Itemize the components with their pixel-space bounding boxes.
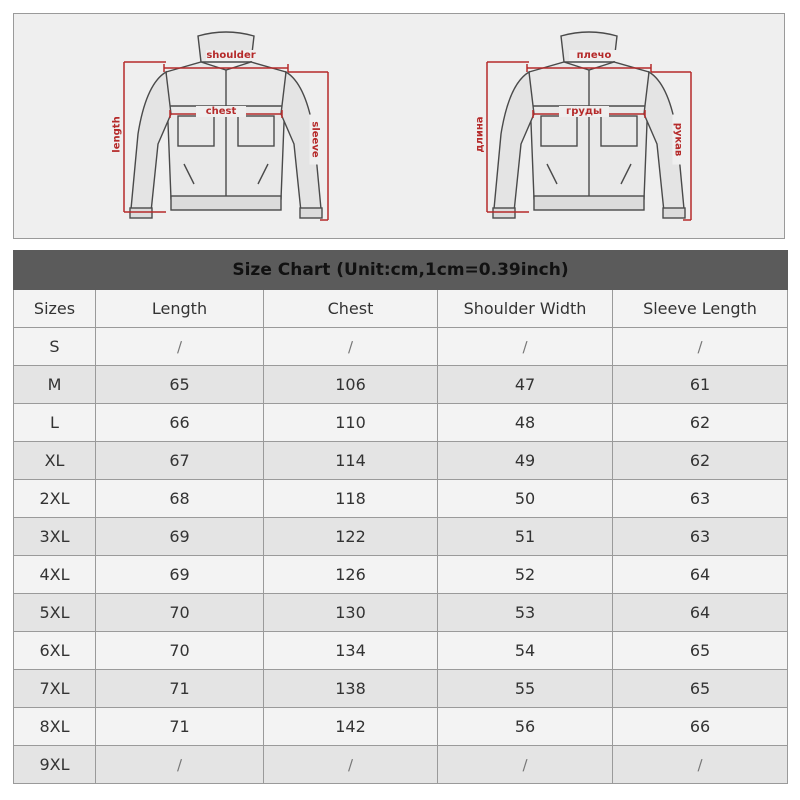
chest-cell: 138 bbox=[264, 670, 438, 708]
shoulder-width-cell: 47 bbox=[438, 366, 613, 404]
chest-cell: 122 bbox=[264, 518, 438, 556]
chest-cell: ∕ bbox=[264, 328, 438, 366]
header-sizes: Sizes bbox=[14, 290, 96, 328]
shoulder-width-cell: 48 bbox=[438, 404, 613, 442]
size-cell: S bbox=[14, 328, 96, 366]
measurement-illustration-panel bbox=[13, 13, 785, 239]
sleeve-length-cell: 61 bbox=[613, 366, 788, 404]
chest-cell: 142 bbox=[264, 708, 438, 746]
chest-cell: 110 bbox=[264, 404, 438, 442]
chest-cell: 126 bbox=[264, 556, 438, 594]
length-cell: 70 bbox=[96, 594, 264, 632]
shoulder-width-cell: 52 bbox=[438, 556, 613, 594]
size-cell: XL bbox=[14, 442, 96, 480]
sleeve-label-russian: рукав bbox=[673, 115, 684, 165]
length-cell: 65 bbox=[96, 366, 264, 404]
shoulder-width-cell: 51 bbox=[438, 518, 613, 556]
chest-cell: 130 bbox=[264, 594, 438, 632]
table-row bbox=[14, 480, 788, 518]
table-row bbox=[14, 632, 788, 670]
shoulder-width-cell: ∕ bbox=[438, 746, 613, 784]
header-chest: Chest bbox=[264, 290, 438, 328]
header-shoulder-width: Shoulder Width bbox=[438, 290, 613, 328]
sleeve-length-cell: 65 bbox=[613, 632, 788, 670]
sleeve-length-cell: 62 bbox=[613, 404, 788, 442]
sleeve-length-cell: 63 bbox=[613, 480, 788, 518]
size-cell: 6XL bbox=[14, 632, 96, 670]
size-chart-title: Size Chart (Unit:cm,1cm=0.39inch) bbox=[14, 251, 788, 290]
sleeve-length-cell: 64 bbox=[613, 594, 788, 632]
table-row bbox=[14, 366, 788, 404]
length-cell: 71 bbox=[96, 708, 264, 746]
length-label-english: length bbox=[112, 110, 123, 160]
table-row bbox=[14, 708, 788, 746]
size-chart-title-row bbox=[14, 251, 788, 290]
length-cell: 69 bbox=[96, 518, 264, 556]
chest-label-russian: груды bbox=[559, 106, 609, 117]
chest-cell: 118 bbox=[264, 480, 438, 518]
size-cell: 2XL bbox=[14, 480, 96, 518]
length-cell: ∕ bbox=[96, 328, 264, 366]
table-row bbox=[14, 556, 788, 594]
length-cell: ∕ bbox=[96, 746, 264, 784]
shoulder-width-cell: 54 bbox=[438, 632, 613, 670]
chest-cell: 114 bbox=[264, 442, 438, 480]
size-cell: 4XL bbox=[14, 556, 96, 594]
shoulder-width-cell: 53 bbox=[438, 594, 613, 632]
shoulder-label-english: shoulder bbox=[206, 50, 256, 61]
chest-cell: 106 bbox=[264, 366, 438, 404]
length-cell: 70 bbox=[96, 632, 264, 670]
table-row bbox=[14, 404, 788, 442]
header-length: Length bbox=[96, 290, 264, 328]
size-cell: 3XL bbox=[14, 518, 96, 556]
shoulder-label-russian: плечо bbox=[569, 50, 619, 61]
size-cell: M bbox=[14, 366, 96, 404]
size-chart-header-row bbox=[14, 290, 788, 328]
table-row bbox=[14, 746, 788, 784]
length-cell: 71 bbox=[96, 670, 264, 708]
table-row bbox=[14, 328, 788, 366]
table-row bbox=[14, 518, 788, 556]
length-cell: 69 bbox=[96, 556, 264, 594]
chest-cell: ∕ bbox=[264, 746, 438, 784]
shoulder-width-cell: 50 bbox=[438, 480, 613, 518]
size-chart-table bbox=[13, 250, 788, 784]
size-cell: 8XL bbox=[14, 708, 96, 746]
sleeve-length-cell: 66 bbox=[613, 708, 788, 746]
table-row bbox=[14, 442, 788, 480]
shoulder-width-cell: 56 bbox=[438, 708, 613, 746]
size-cell: L bbox=[14, 404, 96, 442]
length-label-russian: длина bbox=[475, 110, 486, 160]
table-row bbox=[14, 594, 788, 632]
sleeve-length-cell: 64 bbox=[613, 556, 788, 594]
size-cell: 9XL bbox=[14, 746, 96, 784]
table-row bbox=[14, 670, 788, 708]
chest-cell: 134 bbox=[264, 632, 438, 670]
sleeve-length-cell: ∕ bbox=[613, 746, 788, 784]
length-cell: 67 bbox=[96, 442, 264, 480]
sleeve-length-cell: 62 bbox=[613, 442, 788, 480]
sleeve-length-cell: ∕ bbox=[613, 328, 788, 366]
shoulder-width-cell: ∕ bbox=[438, 328, 613, 366]
shoulder-width-cell: 49 bbox=[438, 442, 613, 480]
header-sleeve-length: Sleeve Length bbox=[613, 290, 788, 328]
length-cell: 68 bbox=[96, 480, 264, 518]
size-cell: 7XL bbox=[14, 670, 96, 708]
sleeve-length-cell: 63 bbox=[613, 518, 788, 556]
size-cell: 5XL bbox=[14, 594, 96, 632]
length-cell: 66 bbox=[96, 404, 264, 442]
sleeve-label-english: sleeve bbox=[310, 115, 321, 165]
shoulder-width-cell: 55 bbox=[438, 670, 613, 708]
chest-label-english: chest bbox=[196, 106, 246, 117]
sleeve-length-cell: 65 bbox=[613, 670, 788, 708]
